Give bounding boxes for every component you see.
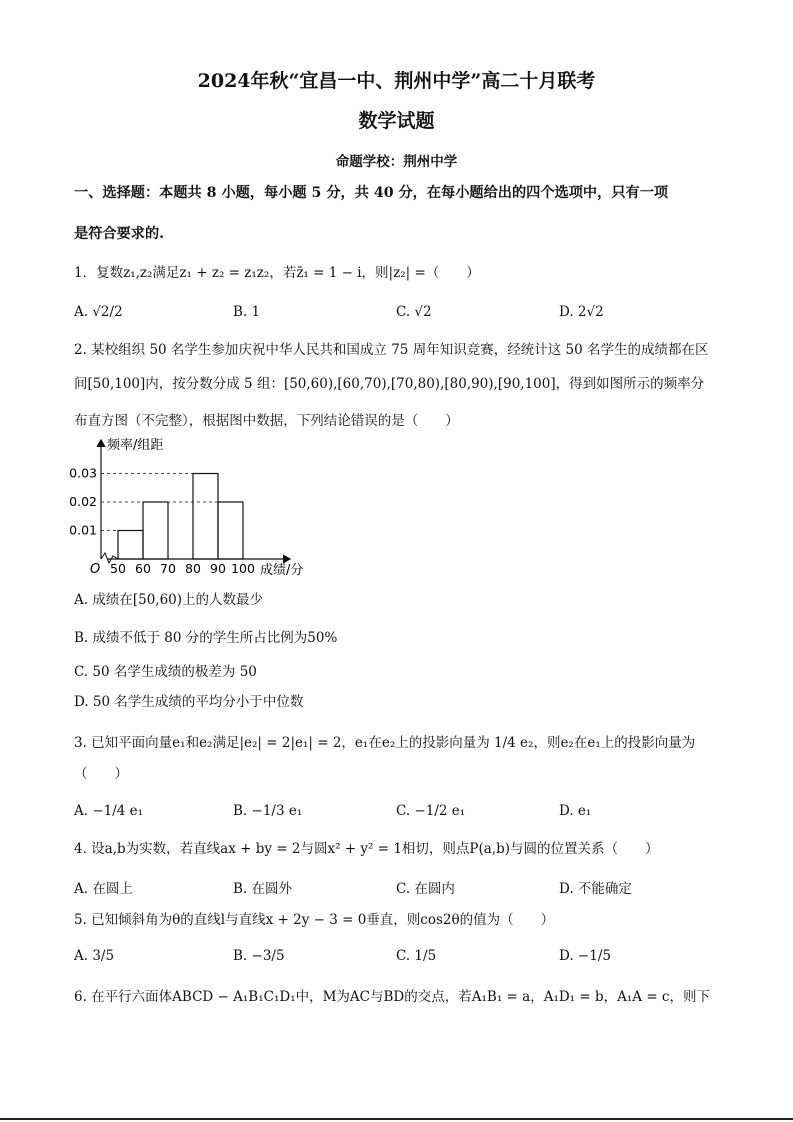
q4-stem: 4. 设a,b为实数，若直线ax + by = 2与圆x² + y² = 1相切，则点P(a,b)与圆的位置关系（ ） [74, 841, 659, 857]
histogram-bar-50-60 [118, 531, 143, 560]
q2-option-d: D. 50 名学生成绩的平均分小于中位数 [74, 694, 304, 710]
frequency-histogram [60, 432, 330, 582]
x-tick-label: 80 [185, 561, 201, 576]
q2-option-a: A. 成绩在[50,60)上的人数最少 [74, 592, 264, 608]
q3-option-d: D. e₁ [559, 803, 592, 819]
q3-option-b: B. −1/3 e₁ [233, 803, 303, 819]
q4-option-a: A. 在圆上 [74, 881, 133, 897]
q5-option-b: B. −3/5 [233, 948, 285, 964]
q3-option-c: C. −1/2 e₁ [396, 803, 466, 819]
histogram-bar-60-70 [143, 502, 168, 559]
q4-option-d: D. 不能确定 [559, 881, 632, 897]
setter-school: 命题学校：荆州中学 [335, 154, 458, 170]
histogram-bar-90-100 [218, 502, 243, 559]
x-tick-label: 90 [210, 561, 226, 576]
q2-stem-line2: 间[50,100]内，按分数分成 5 组：[50,60),[60,70),[70,80),[80,90),[90,100]，得到如图所示的频率分 [74, 376, 705, 392]
page-bottom-rule [0, 1118, 793, 1120]
q4-option-b: B. 在圆外 [233, 881, 293, 897]
x-axis-label: 成绩/分 [260, 563, 304, 578]
q2-stem-line3: 布直方图（不完整），根据图中数据，下列结论错误的是（ ） [74, 413, 459, 429]
q6-stem-line1: 6. 在平行六面体ABCD − A₁B₁C₁D₁中，M为AC与BD的交点，若A₁B₁ = a，A₁D₁ = b，A₁A = c，则下 [74, 989, 710, 1005]
y-tick-label: 0.03 [69, 465, 97, 481]
exam-subtitle: 数学试题 [358, 110, 435, 132]
section-heading-line2: 是符合要求的. [74, 226, 165, 242]
q3-stem-line2: （ ） [74, 766, 128, 782]
q3-stem-line1: 3. 已知平面向量e₁和e₂满足|e₂| = 2|e₁| = 2，e₁在e₂上的投影向量为 1/4 e₂，则e₂在e₁上的投影向量为 [74, 735, 696, 751]
q2-stem-line1: 2. 某校组织 50 名学生参加庆祝中华人民共和国成立 75 周年知识竞赛，经统计这 50 名学生的成绩都在区 [74, 342, 709, 358]
q1-option-d: D. 2√2 [559, 304, 604, 320]
origin-label: O [90, 562, 101, 577]
section-heading-line1: 一、选择题：本题共 8 小题，每小题 5 分，共 40 分，在每小题给出的四个选项中，只有一项 [74, 185, 669, 201]
q1-option-c: C. √2 [396, 304, 432, 320]
q5-option-c: C. 1/5 [396, 948, 437, 964]
q3-option-a: A. −1/4 e₁ [74, 803, 144, 819]
q1-stem: 1．复数z₁,z₂满足z₁ + z₂ = z₁z₂，若z̄₁ = 1 − i，则|z₂| =（ ） [74, 265, 480, 281]
x-tick-label: 70 [160, 561, 176, 576]
y-axis-label: 频率/组距 [107, 438, 164, 453]
x-tick-label: 60 [135, 561, 151, 576]
q2-option-c: C. 50 名学生成绩的极差为 50 [74, 664, 257, 680]
q4-option-c: C. 在圆内 [396, 881, 455, 897]
q1-option-a: A. √2/2 [74, 304, 123, 320]
q5-option-a: A. 3/5 [74, 948, 115, 964]
histogram-bar-80-90 [193, 474, 218, 560]
y-tick-label: 0.02 [69, 494, 97, 509]
q5-stem: 5. 已知倾斜角为θ的直线l与直线x + 2y − 3 = 0垂直，则cos2θ的值为（ ） [74, 912, 555, 928]
q2-option-b: B. 成绩不低于 80 分的学生所占比例为50% [74, 630, 338, 646]
x-tick-label: 100 [231, 561, 255, 576]
q1-option-b: B. 1 [233, 304, 261, 320]
x-tick-label: 50 [110, 561, 126, 576]
exam-title: 2024年秋“宜昌一中、荆州中学”高二十月联考 [197, 70, 596, 92]
y-tick-label: 0.01 [69, 522, 97, 538]
q5-option-d: D. −1/5 [559, 948, 611, 964]
